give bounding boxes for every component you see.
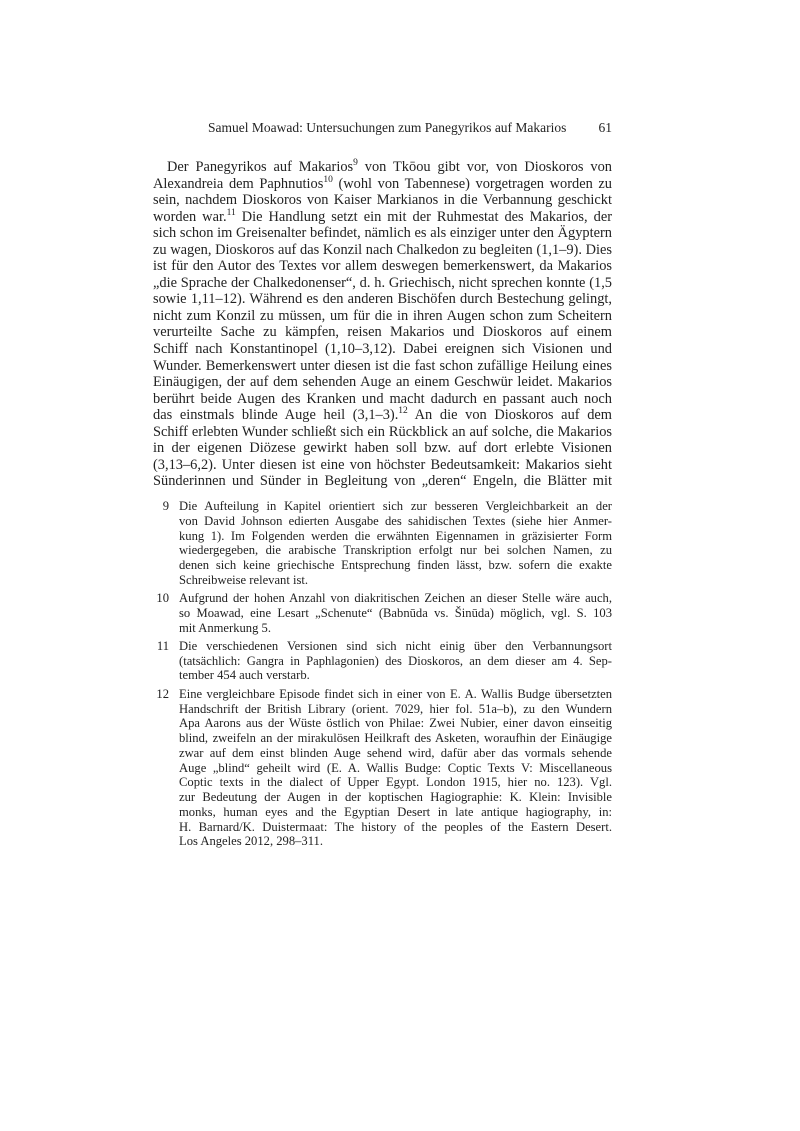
text-segment: Der Panegyrikos auf Makarios [167,159,354,175]
footnote-number: 9 [162,499,169,513]
text-segment: sich schon im Greisenalter befindet, nämlich es als einziger unter den Ägyptern [153,225,612,242]
footnote-line: Die verschiedenen Versionen sind sich nicht einig über den Verbannungsort [179,638,612,653]
footnote-marker[interactable]: 12 [398,406,408,417]
text-segment: „die Sprache der Chalkedonenser“, d. h. Griechisch, nicht sprechen konnte (1,5 [153,274,612,291]
text-segment: nicht zum Konzil zu müssen, um für die in ihren Augen schon zum Scheitern [153,307,612,324]
footnote-line: Eine vergleichbare Episode findet sich in einer von E. A. Wallis Budge übersetzten [179,686,612,701]
footnote-number: 11 [156,638,169,653]
footnote-line: von David Johnson edierten Ausgabe des sahidischen Textes (siehe hier Anmer- [179,513,612,528]
text-segment: sein, nachdem Dioskoros von Kaiser Markianos in die Verbannung geschickt [153,192,612,209]
body-line [153,209,612,226]
body-line [153,341,612,358]
footnote-line: monks, human eyes and the Egyptian Desert in late antique hagiography, in: [179,804,612,819]
text-segment: Alexandreia dem Paphnutios [153,175,324,192]
footnote-line: kung 1). Im Folgenden werden die erwähnten Eigennamen in gräzisierter Form [179,528,612,543]
body-line [153,358,612,375]
footnote-marker[interactable]: 11 [226,207,236,218]
body-line [153,176,612,193]
text-segment: Einäugigen, der auf dem sehenden Auge an einem Geschwür leidet. Makarios [153,374,612,391]
text-segment: von Tkōou gibt vor, von Dioskoros von [357,159,612,175]
footnote-line: Apa Aarons aus der Wüste östlich von Philae: Zwei Nubier, einer davon einseitig [179,716,612,731]
text-segment: worden war. [153,208,227,225]
body-paragraph [153,159,612,490]
footnote-line: Coptic texts in the dialect of Upper Egypt. London 1915, hier no. 123). Vgl. [179,775,612,790]
body-line [153,192,612,209]
footnote-line: blind, zweifeln an der mirakulösen Heilkraft des Asketen, woraufhin der Einäugige [179,731,612,746]
text-segment: An die von Dioskoros auf dem [407,407,612,424]
body-line [153,308,612,325]
body-line [153,424,612,441]
body-line [153,242,612,259]
text-segment: in der eigenen Diözese gewirkt haben soll bzw. auf dort erlebte Visionen [153,440,612,457]
footnote-line: (tatsächlich: Gangra in Paphlagonien) des Dioskoros, an dem dieser am 4. Sep- [179,653,612,668]
footnote-line: so Moawad, eine Lesart „Schenute“ (Babnūda vs. Šinūda) möglich, vgl. S. 103 [179,605,612,620]
footnote-line: Auge „blind“ geheilt wird (E. A. Wallis Budge: Coptic Texts V: Miscellaneous [179,760,612,775]
text-segment: zu wagen, Dioskoros auf das Konzil nach Chalkedon zu begleiten (1,1–9). Dies [153,241,612,258]
footnote-marker[interactable]: 10 [323,174,333,185]
text-segment: Wunder. Bemerkenswert unter diesen ist die fast schon zufällige Heilung eines [153,357,612,374]
body-line [153,391,612,408]
body-line [153,159,612,176]
page-number: 61 [598,120,612,135]
footnote-number: 12 [156,686,169,701]
footnote-line: H. Barnard/K. Duistermaat: The history of the peoples of the Eastern Desert. [179,819,612,834]
body-line [153,407,612,424]
text-segment: (3,13–6,2). Unter diesen ist eine von höchster Bedeutsamkeit: Makarios sieht [153,456,612,473]
footnote-line: Los Angeles 2012, 298–311. [179,834,324,849]
body-line [153,473,612,490]
footnote [153,499,612,588]
text-segment: (wohl von Tabennese) vorgetragen worden zu [332,175,612,192]
text-segment: verurteilte Sache zu kämpfen, reisen Makarios und Dioskoros auf einem [153,324,612,341]
footnote-marker[interactable]: 9 [353,158,358,168]
footnote-line: tember 454 auch verstarb. [179,668,310,683]
body-line [153,225,612,242]
footnote [153,591,612,635]
footnote-line: wiedergegeben, die arabische Transkription erfolgt nur bei solchen Namen, zu [179,543,612,558]
body-line [153,324,612,341]
footnote-line: zwar auf dem einst blinden Auge sehend wird, dafür aber das vormals sehende [179,745,612,760]
footnote-line: denen sich keine griechische Entsprechung finden lässt, bzw. sofern die exakte [179,558,612,572]
footnote-line: zur Bedeutung der Augen in der koptischen Hagiographie: K. Klein: Invisible [179,790,612,805]
footnote-line: Die Aufteilung in Kapitel orientiert sich zur besseren Vergleichbarkeit an der [179,499,612,513]
text-segment: Sünderinnen und Sünder in Begleitung von „deren“ Engeln, die Blätter mit [153,473,612,490]
body-line [153,258,612,275]
body-line [153,440,612,457]
footnote-line: mit Anmerkung 5. [179,620,271,635]
text-segment: Die Handlung setzt ein mit der Ruhmestat des Makarios, der [235,208,612,225]
text-segment: das einstmals blinde Auge heil (3,1–3). [153,407,399,424]
text-segment: sowie 1,11–12). Während es den anderen Bischöfen durch Bestechung gelingt, [153,291,612,308]
footnote [153,639,612,683]
body-line [153,457,612,474]
footnote-number: 10 [156,591,169,606]
footnote-line: Aufgrund der hohen Anzahl von diakritischen Zeichen an dieser Stelle wäre auch, [179,591,612,606]
running-title: Samuel Moawad: Untersuchungen zum Panegyrikos auf Makarios [208,120,567,135]
footnote-line: Schreibweise relevant ist. [179,572,309,587]
footnote-line: Handschrift der British Library (orient. 7029, hier fol. 51a–b), zu den Wundern [179,701,612,716]
text-segment: Schiff nach Konstantinopel (1,10–3,12). Dabei ereignen sich Visionen und [153,341,612,358]
footnote [153,687,612,849]
text-segment: ist für den Autor des Textes vor allem deswegen bemerkenswert, da Makarios [153,258,612,275]
body-line [153,291,612,308]
text-segment: Schiff erlebten Wunder schließt sich ein Rückblick an auf solche, die Makarios [153,423,612,440]
body-line [153,374,612,391]
text-segment: berührt beide Augen des Kranken und macht dadurch en passant auch noch [153,390,612,407]
body-line [153,275,612,292]
footnotes [153,499,612,853]
